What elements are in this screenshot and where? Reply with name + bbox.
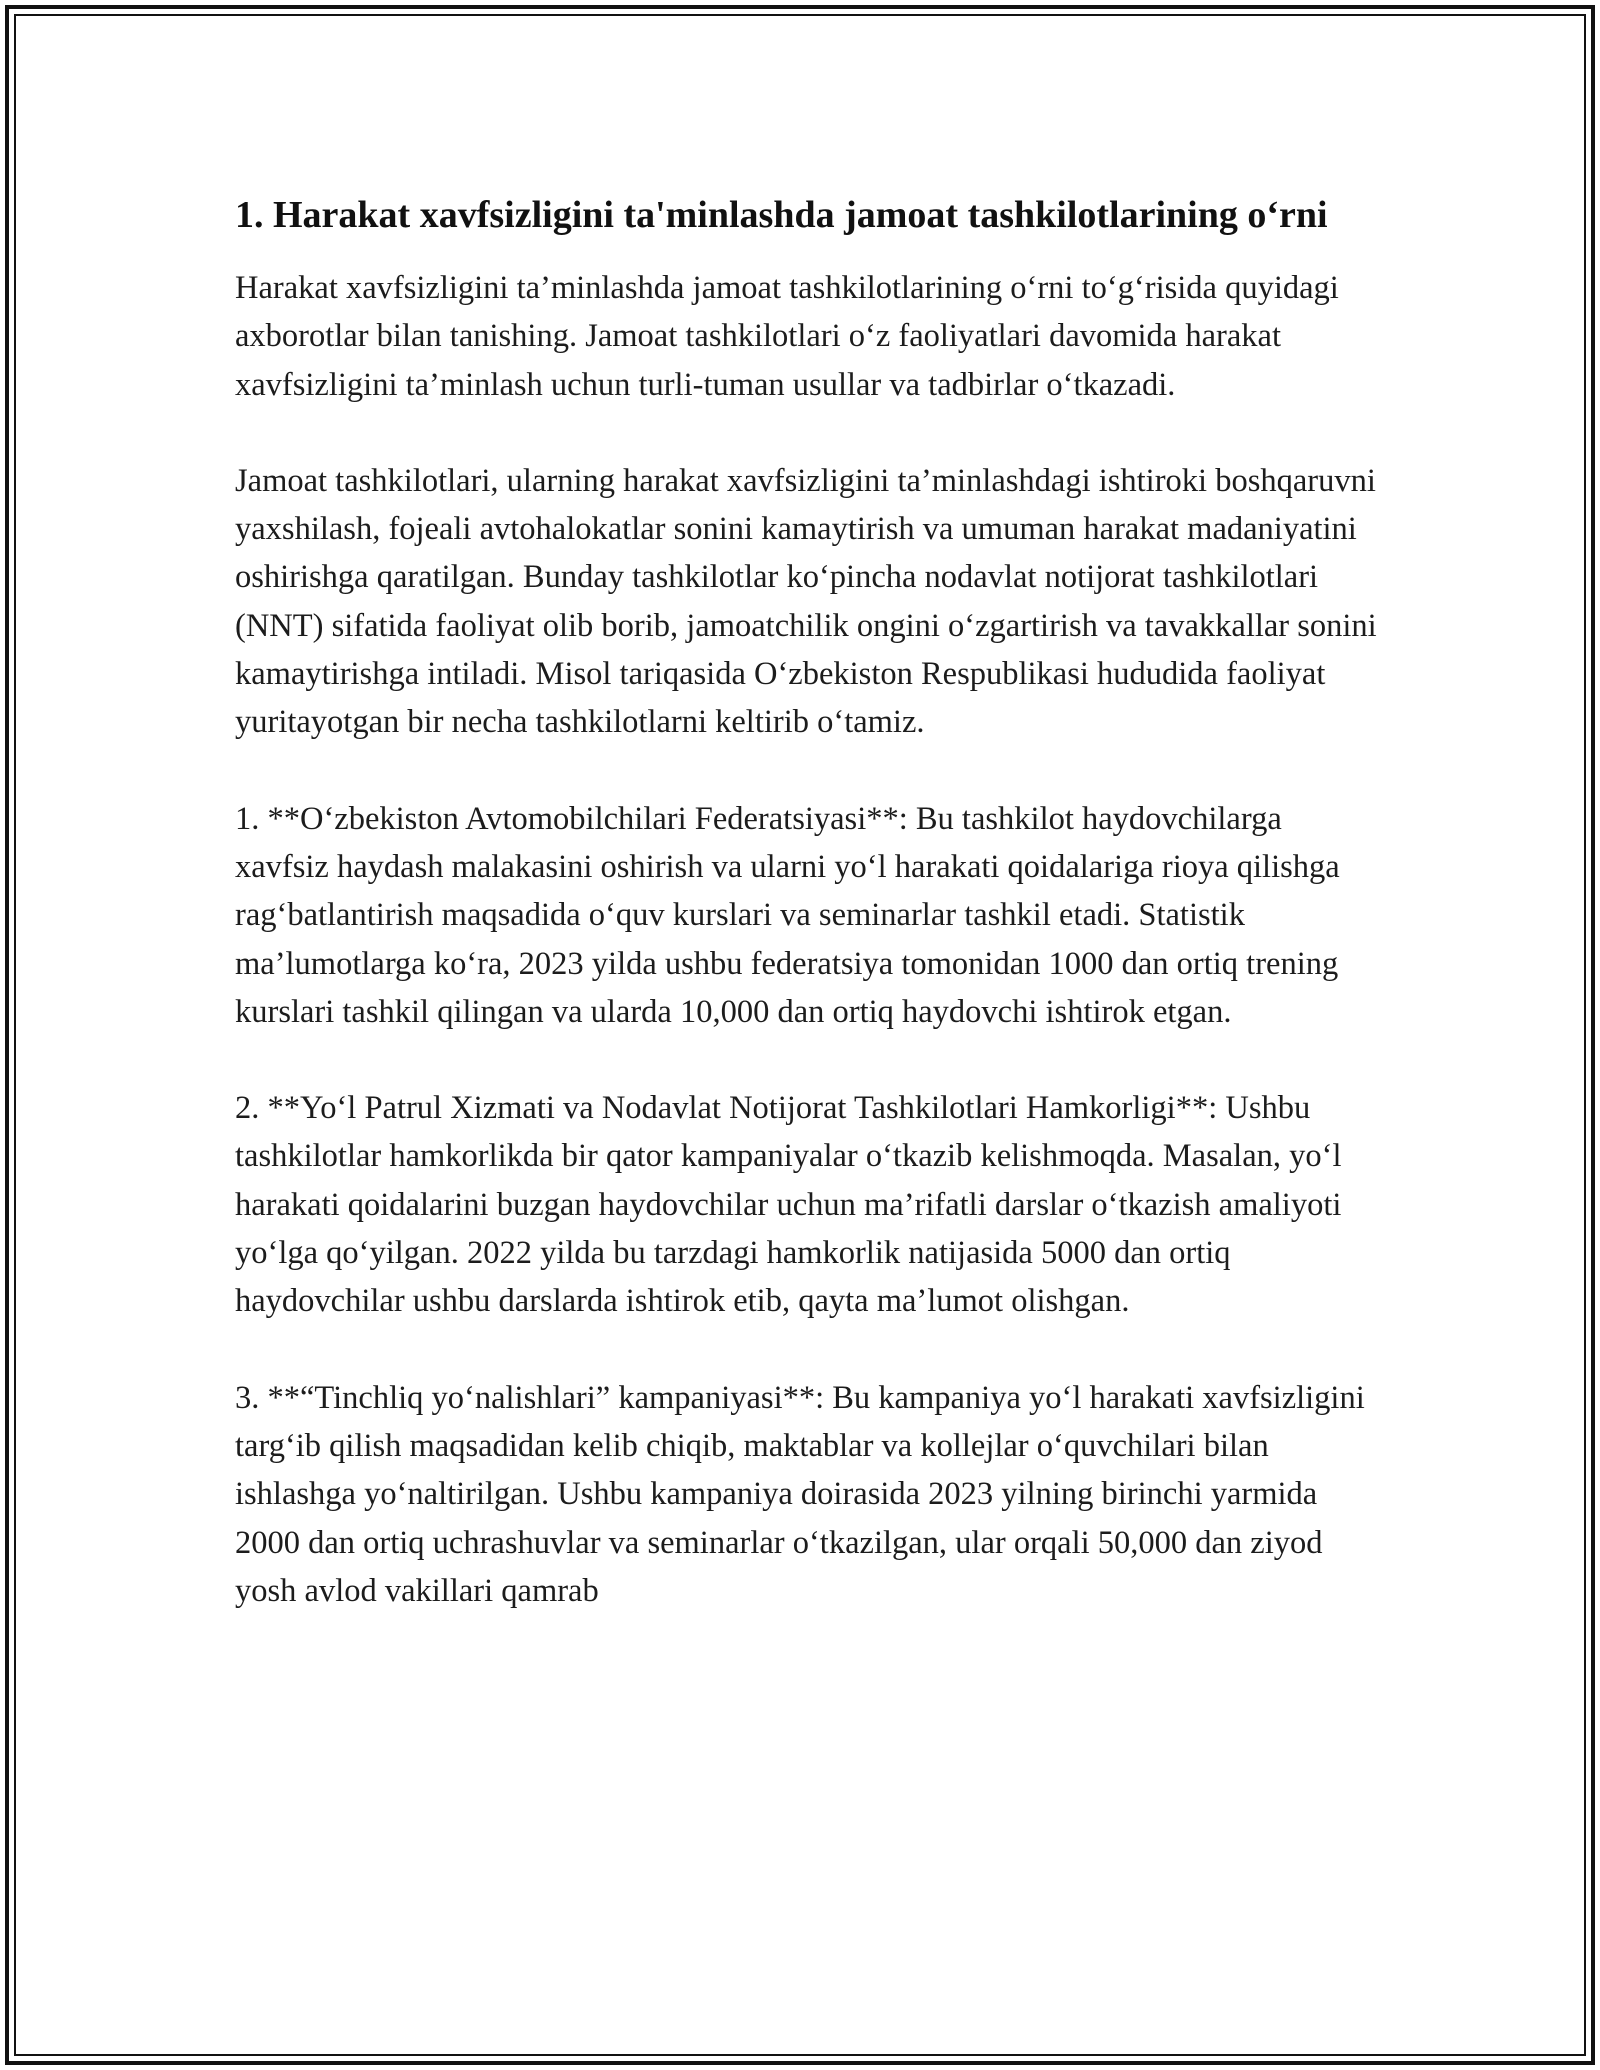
section-heading: 1. Harakat xavfsizligini ta'minlashda jamoat tashkilotlarining o‘rni — [235, 194, 1328, 236]
paragraph-item-1: 1. **O‘zbekiston Avtomobilchilari Federatsiyasi**: Bu tashkilot haydovchilarga xavfsiz haydash malakasini oshirish va ularni yo‘l harakati qoidalariga rioya qilishga rag‘batlantirish maqsadida o‘quv kurslari va seminarlar tashkil etadi. Statistik ma’lumotlarga ko‘ra, 2023 yilda ushbu federatsiya tomonidan 1000 dan ortiq trening kurslari tashkil qilingan va ularda 10,000 dan ortiq haydovchi ishtirok etgan. — [235, 800, 1340, 1030]
paragraph-overview: Jamoat tashkilotlari, ularning harakat xavfsizligini ta’minlashdagi ishtiroki boshqaruvni yaxshilash, fojeali avtohalokatlar sonini kamaytirish va umuman harakat madaniyatini oshirishga qaratilgan. Bunday tashkilotlar ko‘pincha nodavlat notijorat tashkilotlari (NNT) sifatida faoliyat olib borib, jamoatchilik ongini o‘zgartirish va tavakkallar sonini kamaytirishga intiladi. Misol tariqasida O‘zbekiston Respublikasi hududida faoliyat yuritayotgan bir necha tashkilotlarni keltirib o‘tamiz. — [235, 462, 1377, 741]
document-body — [235, 188, 1380, 1663]
paragraph-item-3: 3. **“Tinchliq yo‘nalishlari” kampaniyasi**: Bu kampaniya yo‘l harakati xavfsizligini targ‘ib qilish maqsadidan kelib chiqib, maktablar va kollejlar o‘quvchilari bilan ishlashga yo‘naltirilgan. Ushbu kampaniya doirasida 2023 yilning birinchi yarmida 2000 dan ortiq uchrashuvlar va seminarlar o‘tkazilgan, ular orqali 50,000 dan ziyod yosh avlod vakillari qamrab — [235, 1379, 1365, 1609]
paragraph-intro: Harakat xavfsizligini ta’minlashda jamoat tashkilotlarining o‘rni to‘g‘risida quyidagi axborotlar bilan tanishing. Jamoat tashkilotlari o‘z faoliyatlari davomida harakat xavfsizligini ta’minlash uchun turli-tuman usullar va tadbirlar o‘tkazadi. — [235, 270, 1339, 403]
paragraph-item-2: 2. **Yo‘l Patrul Xizmati va Nodavlat Notijorat Tashkilotlari Hamkorligi**: Ushbu tashkilotlar hamkorlikda bir qator kampaniyalar o‘tkazib kelishmoqda. Masalan, yo‘l harakati qoidalarini buzgan haydovchilar uchun ma’rifatli darslar o‘tkazish amaliyoti yo‘lga qo‘yilgan. 2022 yilda bu tarzdagi hamkorlik natijasida 5000 dan ortiq haydovchilar ushbu darslarda ishtirok etib, qayta ma’lumot olishgan. — [235, 1090, 1342, 1320]
